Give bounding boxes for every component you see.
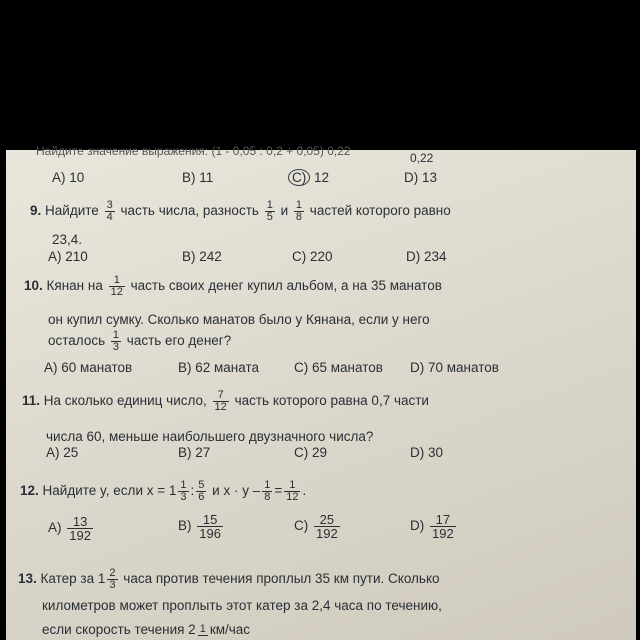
question-number: 11.	[22, 393, 41, 409]
question-text: .	[302, 483, 307, 499]
question-10	[24, 275, 442, 298]
option-a: A) 10	[52, 170, 85, 185]
question-13-line-3-partial	[42, 622, 250, 637]
fraction-denominator: 196	[199, 526, 221, 541]
corner-value: 0,22	[410, 151, 434, 165]
fraction	[213, 390, 229, 413]
fraction-denominator: 4	[106, 211, 113, 223]
fraction-denominator: 5	[266, 211, 273, 223]
fraction	[105, 200, 115, 223]
question-text: км/час	[209, 622, 251, 637]
question-text: =	[274, 483, 283, 499]
question-text: Кянан на	[46, 278, 103, 294]
fraction-numerator: 13	[67, 515, 93, 529]
question-text: если скорость течения 2	[42, 622, 196, 637]
circle-mark: C)	[288, 169, 310, 186]
question-text: часть его денег?	[126, 333, 232, 349]
question-text: часа против течения проплыл 35 км пути. Сколько	[123, 571, 440, 587]
question-text: и	[280, 203, 289, 219]
question-text: Найдите y, если x = 1	[42, 483, 177, 499]
option-c-value: 12	[310, 170, 330, 185]
fraction-numerator: 1	[264, 479, 271, 491]
fraction	[198, 624, 208, 636]
question-text: часть которого равна 0,7 части	[234, 393, 429, 409]
option-d: D) 13	[404, 170, 438, 185]
fraction-denominator: 12	[286, 491, 299, 503]
fraction	[196, 480, 206, 503]
option-label: A)	[48, 520, 62, 536]
fraction	[107, 568, 117, 591]
option-d: D) 234	[406, 249, 447, 264]
fraction-numerator: 3	[106, 199, 113, 211]
option-c: C) 29	[294, 445, 328, 460]
fraction-numerator: 1	[112, 329, 120, 341]
question-text: и x · y –	[212, 483, 261, 499]
fraction	[111, 330, 121, 353]
fraction-denominator: 12	[110, 286, 123, 298]
fraction-numerator: 25	[314, 513, 340, 527]
question-11	[22, 390, 429, 413]
fraction	[314, 513, 340, 540]
fraction	[262, 480, 272, 503]
fraction-denominator: 8	[295, 211, 303, 223]
question-text: часть числа, разность	[120, 203, 259, 219]
question-10-line-2: он купил сумку. Сколько манатов было у Кянана, если у него	[48, 312, 430, 327]
question-9	[30, 200, 451, 223]
cut-off-question-text: Найдите значение выражения: (1 - 0,05 : 0,2 + 0,05) 0,22	[36, 144, 351, 158]
fraction-numerator: 1	[180, 479, 187, 491]
option-d	[410, 513, 458, 540]
fraction-numerator: 1	[266, 199, 273, 211]
option-b: B) 242	[182, 249, 222, 264]
fraction-denominator: 192	[69, 528, 91, 543]
fraction	[178, 480, 188, 503]
fraction-numerator: 1	[284, 480, 300, 492]
fraction-numerator: 1	[295, 199, 303, 211]
question-13	[18, 568, 440, 591]
option-c	[294, 513, 342, 540]
option-c-circled	[288, 170, 329, 185]
fraction-numerator: 1	[199, 623, 206, 636]
question-text: :	[190, 483, 195, 499]
question-12	[20, 480, 306, 503]
option-label: C)	[294, 518, 309, 534]
option-b	[178, 513, 225, 540]
fraction	[197, 513, 223, 540]
option-c: C) 220	[292, 249, 333, 264]
option-a: A) 210	[48, 249, 88, 264]
option-label: B)	[178, 518, 192, 534]
fraction-numerator: 5	[198, 479, 205, 491]
question-text: частей которого равно	[309, 203, 451, 219]
fraction-denominator: 6	[198, 491, 205, 503]
question-text: осталось	[48, 333, 106, 349]
question-11-line-2: числа 60, меньше наибольшего двузначного числа?	[46, 429, 374, 444]
option-d: D) 30	[410, 445, 444, 460]
option-label: D)	[410, 518, 425, 534]
question-text: Найдите	[45, 203, 99, 219]
question-number: 9.	[30, 203, 42, 219]
option-b: B) 27	[178, 445, 211, 460]
fraction	[265, 200, 275, 223]
fraction-denominator: 192	[316, 526, 338, 541]
fraction	[430, 513, 456, 540]
fraction	[67, 515, 93, 542]
option-c: C) 65 манатов	[294, 360, 383, 375]
question-text: часть своих денег купил альбом, а на 35 манатов	[130, 278, 442, 294]
question-13-line-2: километров может проплыть этот катер за 2,4 часа по течению,	[42, 598, 442, 613]
question-9-line-2: 23,4.	[52, 232, 83, 247]
fraction-denominator: 3	[112, 341, 120, 353]
option-d: D) 70 манатов	[410, 360, 499, 375]
fraction-numerator: 2	[109, 567, 116, 579]
textbook-page	[6, 144, 636, 640]
fraction-denominator: 3	[180, 491, 187, 503]
question-text: На сколько единиц число,	[43, 393, 207, 409]
fraction	[284, 480, 300, 503]
option-b: B) 11	[182, 170, 214, 185]
option-b: B) 62 маната	[178, 360, 260, 375]
question-10-line-3	[48, 330, 231, 353]
fraction-denominator: 3	[109, 579, 116, 591]
fraction-denominator: 192	[432, 526, 454, 541]
fraction-numerator: 17	[430, 513, 456, 527]
question-number: 12.	[20, 483, 39, 499]
option-a: A) 25	[46, 445, 79, 460]
option-a: A) 60 манатов	[44, 360, 133, 375]
question-number: 13.	[18, 571, 37, 587]
fraction-numerator: 7	[213, 390, 229, 402]
option-a	[48, 515, 95, 542]
fraction-denominator: 12	[214, 401, 227, 413]
question-text: Катер за 1	[40, 571, 106, 587]
fraction-denominator: 8	[264, 491, 271, 503]
fraction-numerator: 1	[109, 275, 125, 287]
fraction	[109, 275, 125, 298]
fraction-numerator: 15	[197, 513, 223, 527]
question-number: 10.	[24, 278, 43, 294]
fraction	[294, 200, 304, 223]
